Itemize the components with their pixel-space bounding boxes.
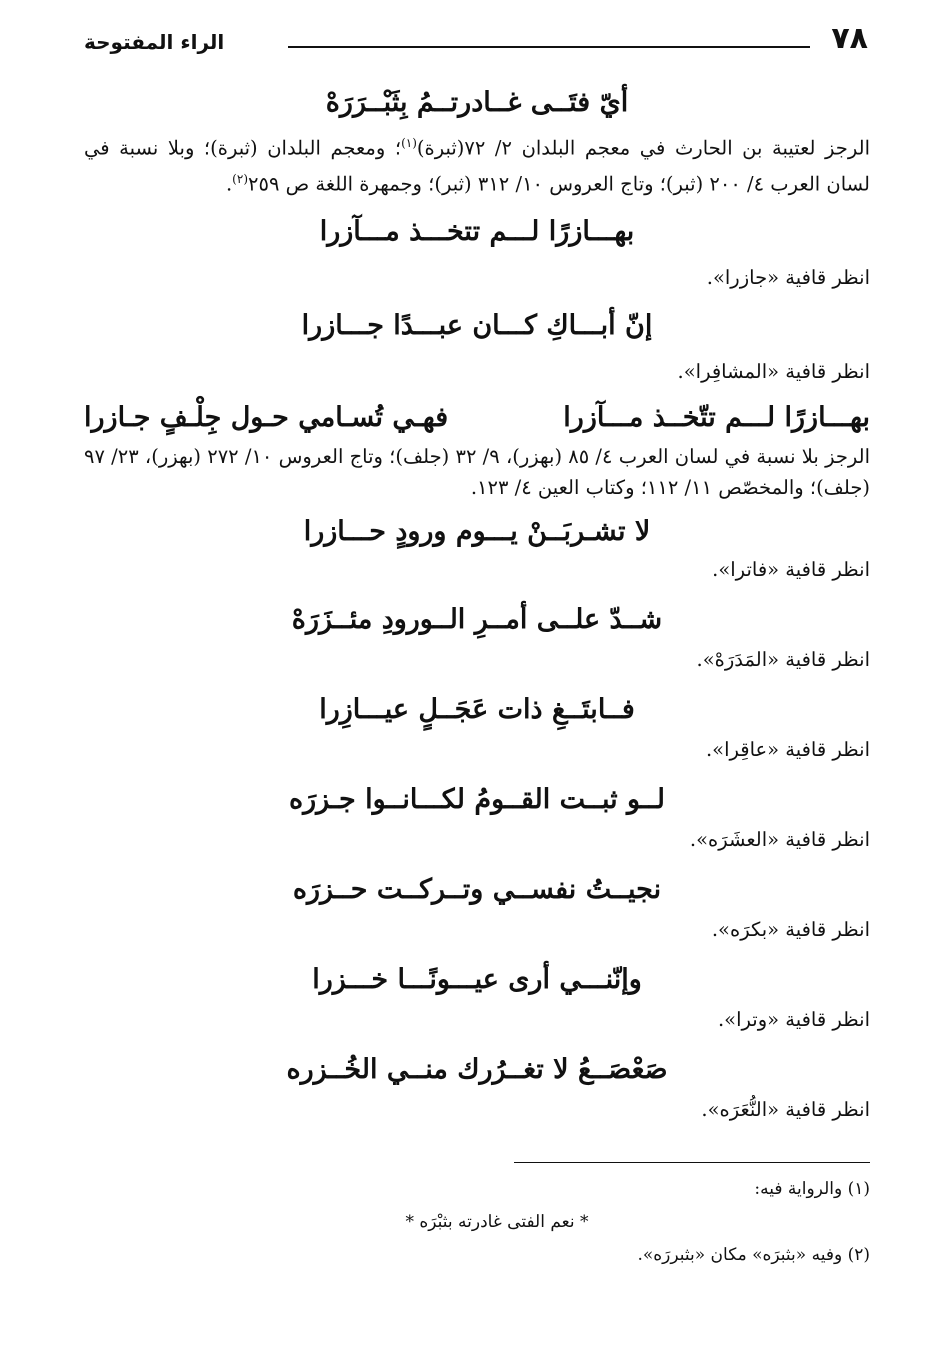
verse-line: لــو ثبــت القــومُ لكـــانــوا جـزرَه bbox=[288, 784, 666, 815]
cross-reference: انظر قافية «وترا». bbox=[717, 1008, 870, 1031]
footnote-ref: (١) bbox=[401, 136, 417, 150]
cross-reference: انظر قافية «المَدَرَهْ». bbox=[696, 648, 870, 671]
footnote-1: (١) والرواية فيه: bbox=[754, 1179, 870, 1199]
verse-line: شــدّ علــى أمــرِ الــورودِ مئــزَرَهْ bbox=[291, 604, 663, 635]
cross-reference: انظر قافية «النُّعَرَه». bbox=[701, 1098, 870, 1121]
cross-reference: انظر قافية «فاترا». bbox=[712, 558, 870, 581]
cross-reference: انظر قافية «المشافِرا». bbox=[677, 360, 870, 383]
footnote-ref: (٢) bbox=[232, 171, 248, 186]
verse-line: إنّ أبـــاكِ كـــان عبـــدًا جـــازرا bbox=[301, 310, 653, 341]
verse-line: بهـــازرًا لـــم تتخـــذ مـــآزرا bbox=[319, 216, 635, 247]
cross-reference: انظر قافية «عاقِرا». bbox=[705, 738, 870, 761]
running-title: الراء المفتوحة bbox=[84, 30, 225, 54]
source-note: الرجز بلا نسبة في لسان العرب ٤/ ٨٥ (بهزر)، ٩/ ٣٢ (جلف)؛ وتاج العروس ١٠/ ٢٧٢ (بهزر)، ٢٣/ ٩٧ (جلف)؛ والمخصّص ١١/ ١١٢؛ وكتاب العين ٤/ ١٢٣. bbox=[84, 445, 870, 499]
footnote-2: (٢) وفيه «بثبرَه» مكان «بثبررَه». bbox=[637, 1245, 870, 1265]
verse-couplet bbox=[84, 397, 870, 439]
cross-reference: انظر قافية «العشَرَه». bbox=[689, 828, 870, 851]
verse-line: لا تشـربَــنْ يـــوم ورودٍ حـــازرا bbox=[303, 516, 651, 547]
source-note-text: ؛ ومعجم البلدان (ثبرة)؛ وبلا نسبة في لسان العرب ٤/ ٢٠٠ (ثبر)؛ وتاج العروس ١٠/ ٣١٢ (ثبر)؛ وجمهرة اللغة ص ٢٥٩ bbox=[84, 136, 870, 195]
source-note bbox=[84, 128, 870, 199]
source-note-text: . bbox=[225, 172, 233, 195]
verse-first-hemistich: بهـــازرًا لـــم تتّخــذ مـــآزرا bbox=[563, 402, 870, 433]
footnote-rule bbox=[514, 1162, 870, 1163]
footnotes bbox=[84, 1162, 870, 1269]
page-body bbox=[84, 74, 870, 1125]
source-note-text: الرجز لعتيبة بن الحارث في معجم البلدان ٢/ ٧٢(ثبرة) bbox=[416, 136, 870, 160]
verse-second-hemistich: فهـي تُسـامي حـول جِلْـفٍ جـازرا bbox=[84, 402, 449, 433]
verse-line: أيّ فتَــى غــادرتــمُ بِثَبْــرَرَهْ bbox=[325, 87, 629, 118]
verse-line: فــابتَــغِ ذات عَجَــلٍ عيـــازِرا bbox=[319, 694, 635, 725]
cross-reference: انظر قافية «بكرَه». bbox=[711, 918, 870, 941]
page-header bbox=[84, 22, 868, 62]
verse-line: وإنّنـــي أرى عيـــونًـــا خـــزرا bbox=[312, 964, 642, 995]
header-rule bbox=[288, 46, 810, 48]
verse-line: نجيــتُ نفســي وتــركــت حــزرَه bbox=[292, 874, 662, 905]
footnote-1-verse: * نعم الفتى غادرته بثبْرَه * bbox=[405, 1212, 589, 1232]
verse-line: صَعْصَــعُ لا تغــرُرك منــي الخُــزره bbox=[286, 1054, 668, 1085]
page-number: ٧٨ bbox=[831, 21, 868, 56]
cross-reference: انظر قافية «جازرا». bbox=[706, 266, 870, 289]
